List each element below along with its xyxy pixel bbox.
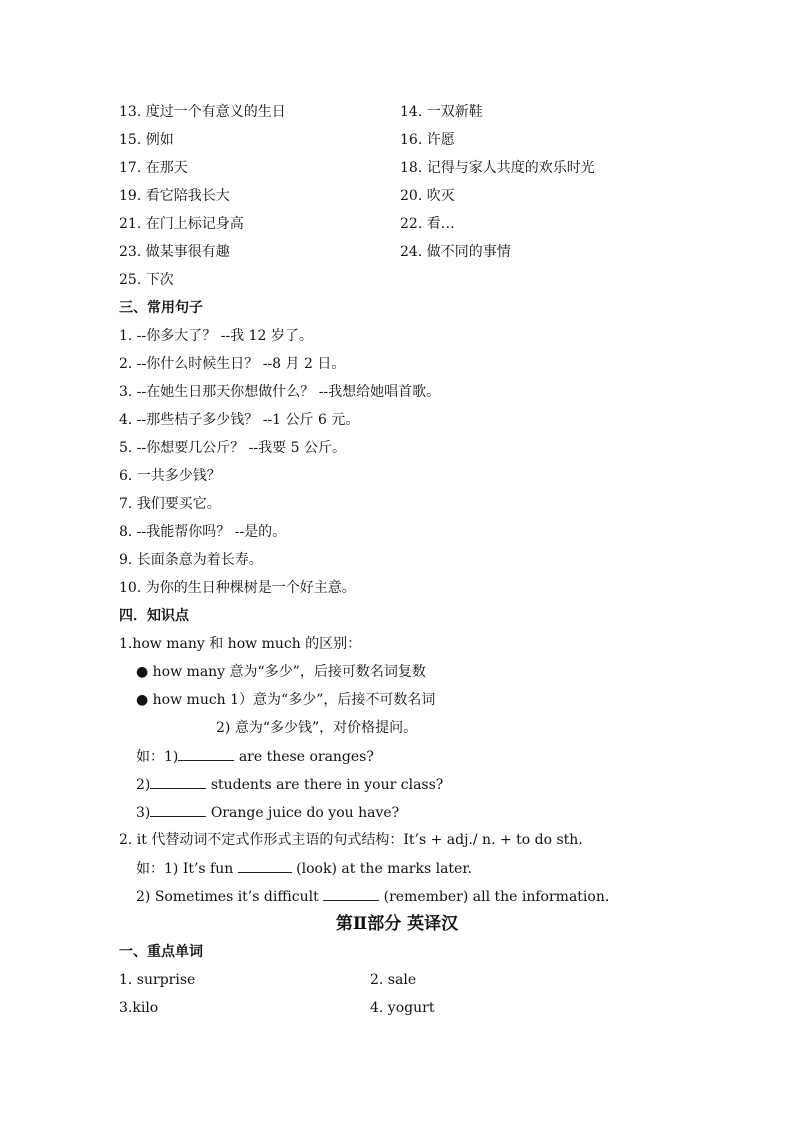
sentence-item: 7. 我们要买它。 xyxy=(119,496,221,512)
phrase-item: 17. 在那天 xyxy=(119,160,188,176)
answer-blank[interactable] xyxy=(178,746,234,761)
example-item: 3) Orange juice do you have? xyxy=(136,802,399,823)
example-item: 如：1) It’s fun (look) at the marks later. xyxy=(136,858,472,879)
phrase-item: 13. 度过一个有意义的生日 xyxy=(119,104,286,120)
bullet-subitem: 2) 意为“多少钱”，对价格提问。 xyxy=(216,720,418,736)
phrase-item: 21. 在门上标记身高 xyxy=(119,216,244,232)
answer-blank[interactable] xyxy=(150,774,206,789)
part-title: 第Ⅱ部分 英译汉 xyxy=(335,914,459,934)
phrase-item: 25. 下次 xyxy=(119,272,174,288)
phrase-item: 19. 看它陪我长大 xyxy=(119,188,230,204)
phrase-item: 14. 一双新鞋 xyxy=(400,104,483,120)
phrase-item: 22. 看… xyxy=(400,216,455,232)
sentence-item: 2. --你什么时候生日？ --8 月 2 日。 xyxy=(119,356,346,372)
answer-blank[interactable] xyxy=(238,858,292,873)
example-item: 2) Sometimes it’s difficult (remember) all the information. xyxy=(136,886,609,907)
word-item: 1. surprise xyxy=(119,972,196,988)
bullet-item: ● how many 意为“多少”，后接可数名词复数 xyxy=(136,664,426,680)
sentence-item: 6. 一共多少钱？ xyxy=(119,468,221,484)
section-heading: 三、常用句子 xyxy=(119,300,203,316)
phrase-item: 18. 记得与家人共度的欢乐时光 xyxy=(400,160,595,176)
knowledge-point-title: 1.how many 和 how much 的区别： xyxy=(119,636,362,652)
sentence-item: 10. 为你的生日种棵树是一个好主意。 xyxy=(119,580,356,596)
word-item: 2. sale xyxy=(370,972,417,988)
sentence-item: 5. --你想要几公斤？ --我要 5 公斤。 xyxy=(119,440,346,456)
knowledge-point-title: 2. it 代替动词不定式作形式主语的句式结构：It’s + adj./ n. + to do sth. xyxy=(119,832,583,848)
section-heading: 一、重点单词 xyxy=(119,944,203,960)
phrase-item: 23. 做某事很有趣 xyxy=(119,244,230,260)
word-item: 4. yogurt xyxy=(370,1000,435,1016)
sentence-item: 8. --我能帮你吗？ --是的。 xyxy=(119,524,287,540)
phrase-item: 15. 例如 xyxy=(119,132,174,148)
bullet-item: ● how much 1）意为“多少”，后接不可数名词 xyxy=(136,692,436,708)
phrase-item: 20. 吹灭 xyxy=(400,188,455,204)
answer-blank[interactable] xyxy=(150,802,206,817)
phrase-item: 16. 许愿 xyxy=(400,132,455,148)
answer-blank[interactable] xyxy=(323,886,379,901)
sentence-item: 4. --那些桔子多少钱？ --1 公斤 6 元。 xyxy=(119,412,360,428)
example-item: 2) students are there in your class? xyxy=(136,774,443,795)
sentence-item: 1. --你多大了？ --我 12 岁了。 xyxy=(119,328,313,344)
section-heading: 四．知识点 xyxy=(119,608,189,624)
example-item: 如：1) are these oranges? xyxy=(136,746,374,767)
word-item: 3.kilo xyxy=(119,1000,159,1016)
phrase-item: 24. 做不同的事情 xyxy=(400,244,511,260)
sentence-item: 3. --在她生日那天你想做什么？ --我想给她唱首歌。 xyxy=(119,384,441,400)
sentence-item: 9. 长面条意为着长寿。 xyxy=(119,552,263,568)
